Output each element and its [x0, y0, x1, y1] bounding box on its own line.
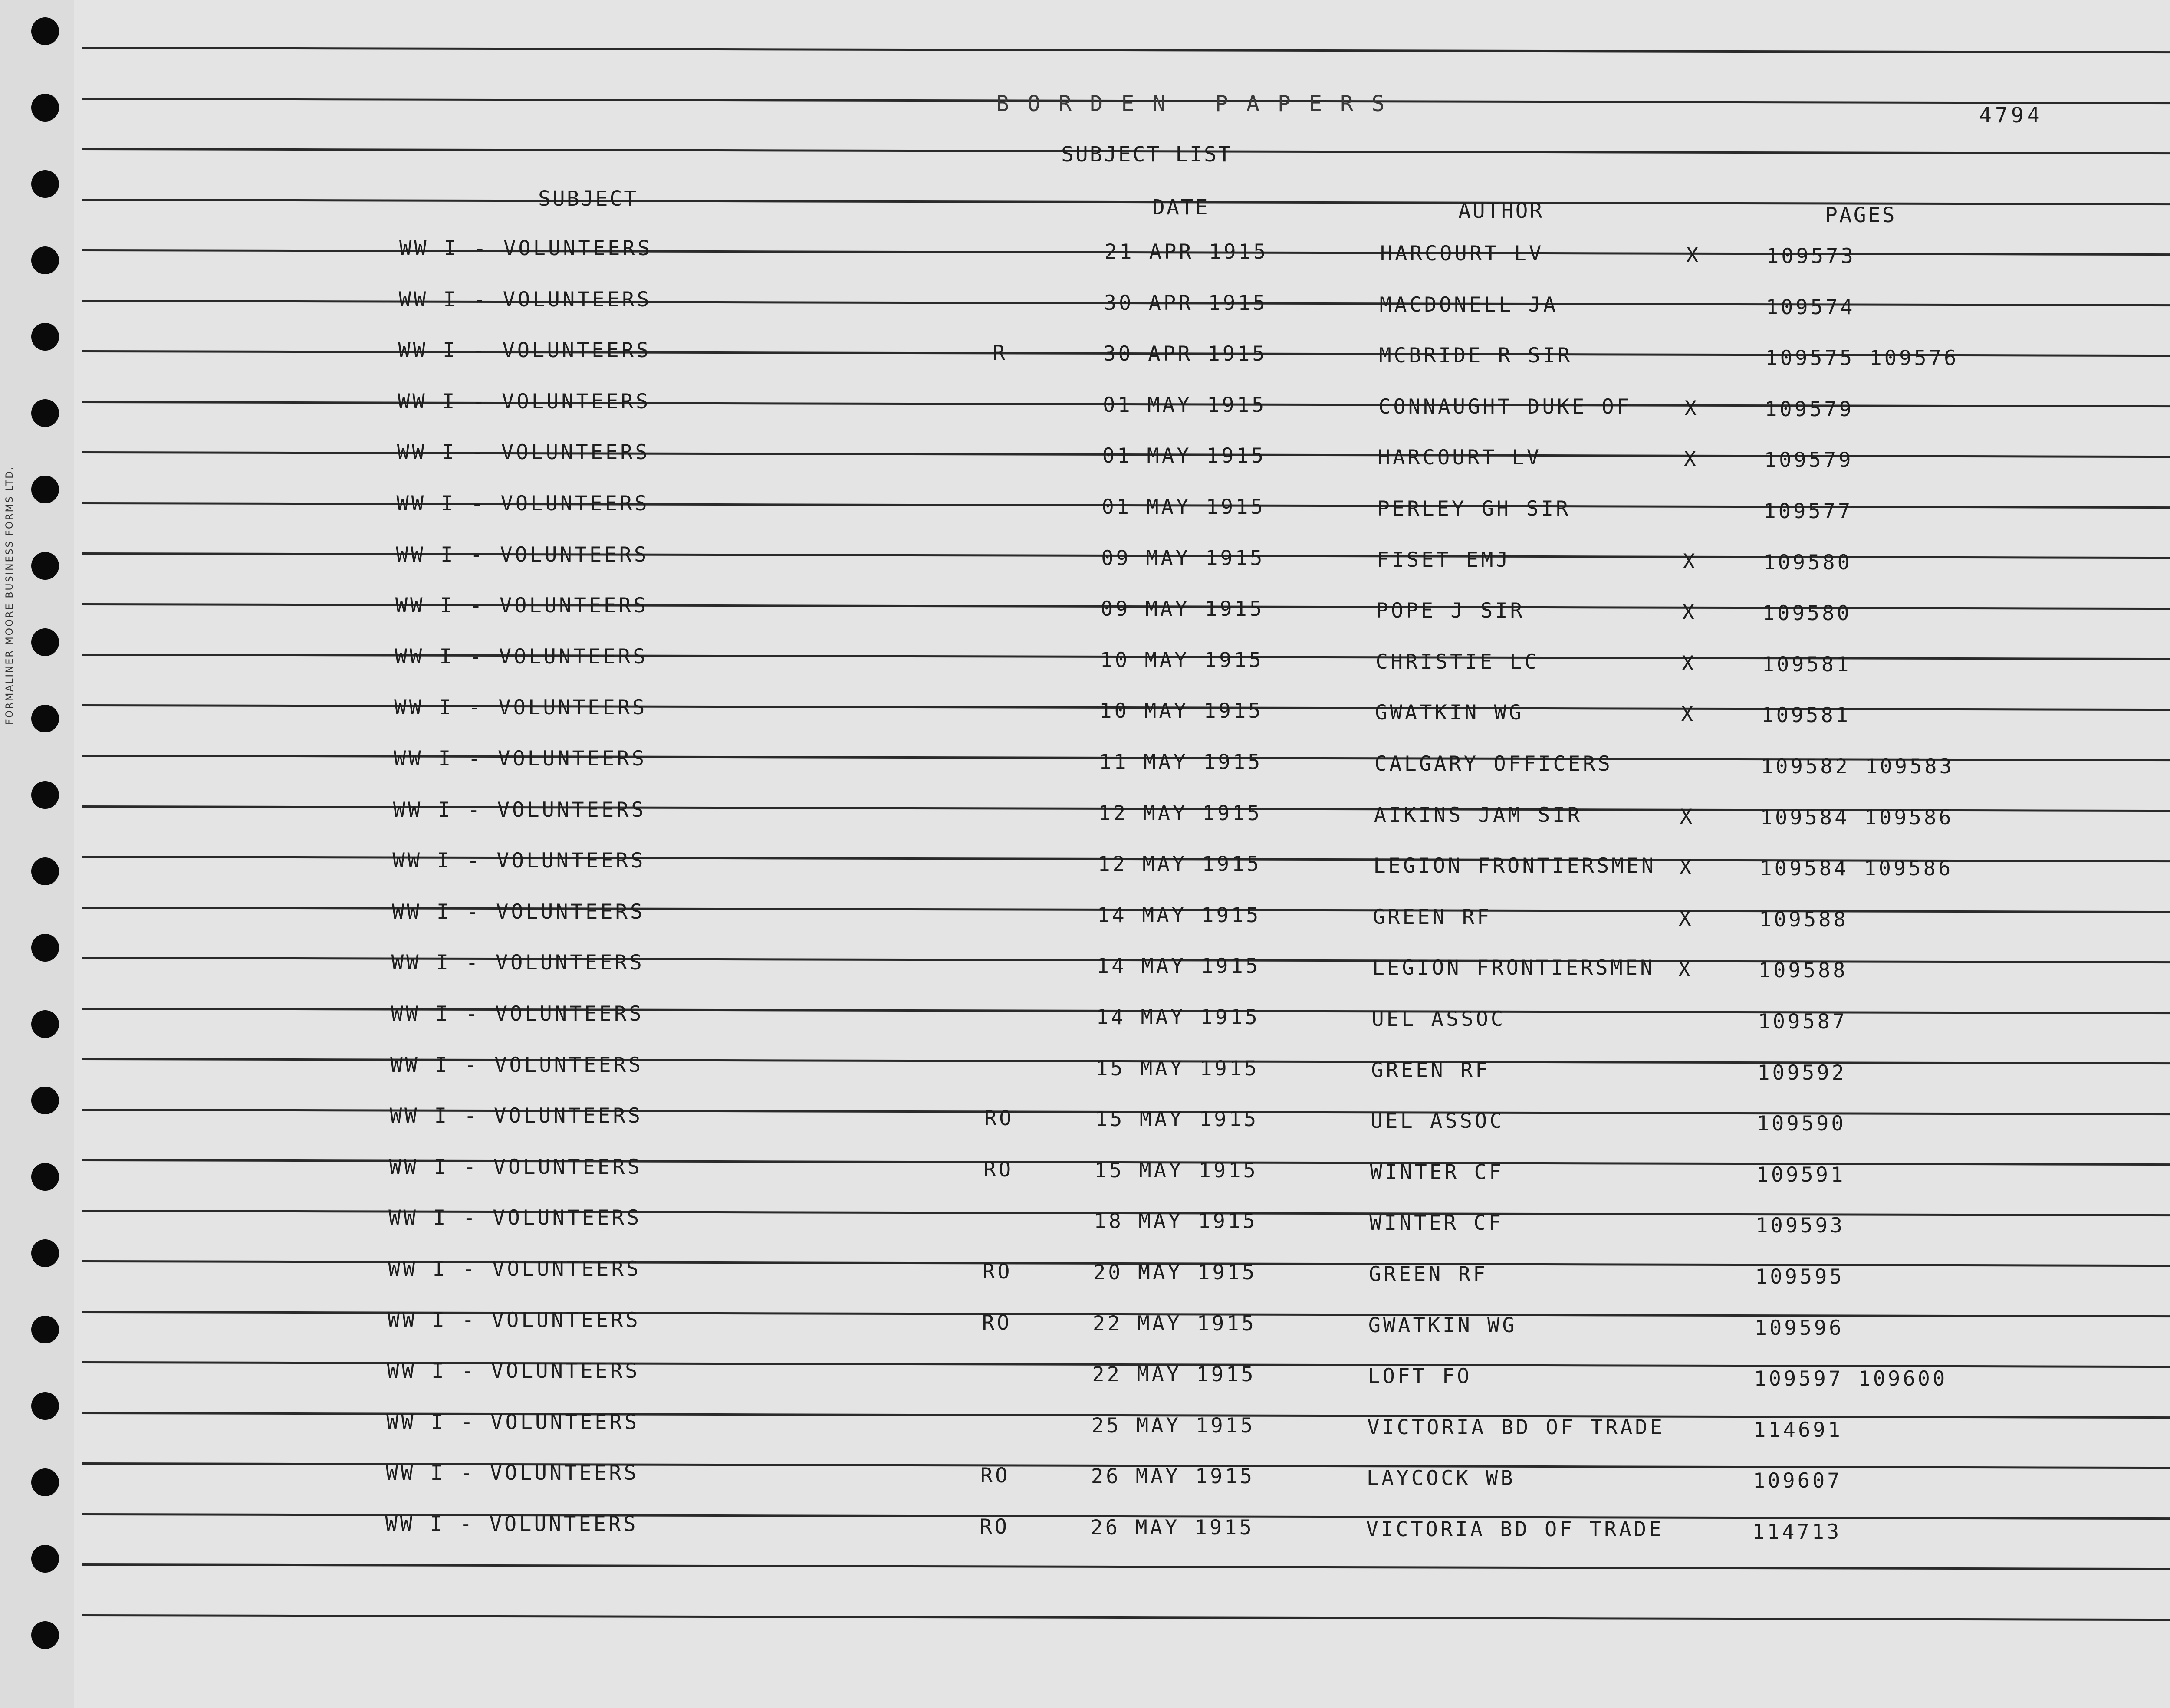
- pages-cell: 109573: [1766, 244, 1856, 268]
- document-subtitle: SUBJECT LIST: [1061, 142, 1233, 167]
- author-cell: PERLEY GH SIR: [1377, 497, 1571, 521]
- x-mark-cell: X: [1679, 907, 1694, 931]
- ruled-line: [82, 47, 2170, 53]
- subject-cell: WW I - VOLUNTEERS: [387, 1308, 641, 1332]
- sprocket-hole: [31, 1163, 59, 1191]
- column-header-subject: SUBJECT: [538, 187, 638, 211]
- sprocket-hole: [31, 1087, 59, 1114]
- author-cell: VICTORIA BD OF TRADE: [1367, 1415, 1665, 1439]
- pages-cell: 109597 109600: [1754, 1367, 1948, 1391]
- pages-cell: 109574: [1766, 295, 1855, 319]
- subject-cell: WW I - VOLUNTEERS: [397, 440, 650, 465]
- subject-cell: WW I - VOLUNTEERS: [399, 236, 653, 260]
- subject-cell: WW I - VOLUNTEERS: [388, 1257, 641, 1281]
- author-cell: GREEN RF: [1373, 905, 1492, 929]
- pages-cell: 109595: [1755, 1265, 1844, 1289]
- author-cell: CHRISTIE LC: [1375, 650, 1539, 674]
- pages-cell: 109581: [1762, 652, 1851, 677]
- x-mark-cell: X: [1678, 958, 1693, 982]
- author-cell: POPE J SIR: [1376, 599, 1525, 623]
- author-cell: LAYCOCK WB: [1366, 1466, 1516, 1491]
- pages-cell: 109580: [1762, 601, 1852, 626]
- author-cell: MACDONELL JA: [1379, 292, 1558, 317]
- pages-cell: 109581: [1761, 703, 1851, 728]
- subject-cell: WW I - VOLUNTEERS: [388, 1206, 642, 1230]
- pages-cell: 109584 109586: [1759, 857, 1953, 881]
- x-mark-cell: X: [1680, 805, 1695, 829]
- pages-cell: 109575 109576: [1765, 346, 1959, 371]
- date-cell: 15 MAY 1915: [1095, 1056, 1259, 1081]
- pages-cell: 109596: [1754, 1316, 1844, 1340]
- subject-cell: WW I - VOLUNTEERS: [387, 1359, 640, 1383]
- date-cell: 25 MAY 1915: [1092, 1413, 1256, 1438]
- subject-cell: WW I - VOLUNTEERS: [385, 1512, 638, 1536]
- author-cell: WINTER CF: [1370, 1160, 1504, 1184]
- code-cell: RO: [982, 1311, 1012, 1335]
- subject-cell: WW I - VOLUNTEERS: [398, 338, 651, 363]
- author-cell: HARCOURT LV: [1380, 242, 1544, 266]
- date-cell: 30 APR 1915: [1104, 291, 1268, 315]
- subject-cell: WW I - VOLUNTEERS: [390, 1053, 644, 1077]
- code-cell: RO: [980, 1515, 1010, 1539]
- subject-cell: WW I - VOLUNTEERS: [392, 849, 646, 873]
- sprocket-hole: [31, 1010, 59, 1038]
- sprocket-hole: [31, 170, 59, 198]
- author-cell: CONNAUGHT DUKE OF: [1378, 394, 1632, 419]
- date-cell: 14 MAY 1915: [1096, 954, 1261, 979]
- date-cell: 12 MAY 1915: [1098, 852, 1262, 877]
- sprocket-hole: [31, 94, 59, 122]
- x-mark-cell: X: [1681, 651, 1697, 676]
- sprocket-hole: [31, 857, 59, 885]
- code-cell: RO: [980, 1464, 1010, 1488]
- date-cell: 01 MAY 1915: [1102, 444, 1266, 468]
- document-title: BORDEN PAPERS: [996, 91, 1403, 116]
- sprocket-hole: [31, 1545, 59, 1573]
- pages-cell: 109592: [1757, 1061, 1847, 1085]
- pages-cell: 109582 109583: [1761, 755, 1954, 778]
- subject-cell: WW I - VOLUNTEERS: [396, 542, 649, 567]
- date-cell: 14 MAY 1915: [1096, 1005, 1260, 1029]
- author-cell: LEGION FRONTIERSMEN: [1372, 956, 1655, 980]
- subject-cell: WW I - VOLUNTEERS: [398, 389, 651, 414]
- pages-cell: 109588: [1758, 959, 1848, 983]
- date-cell: 10 MAY 1915: [1099, 699, 1263, 723]
- author-cell: GWATKIN WG: [1368, 1313, 1517, 1337]
- code-cell: RO: [984, 1107, 1014, 1131]
- sprocket-hole: [31, 1239, 59, 1267]
- author-cell: FISET EMJ: [1377, 548, 1511, 572]
- date-cell: 20 MAY 1915: [1093, 1261, 1257, 1284]
- subject-cell: WW I - VOLUNTEERS: [395, 594, 648, 618]
- pages-cell: 109579: [1764, 448, 1854, 473]
- date-cell: 11 MAY 1915: [1099, 750, 1263, 774]
- author-cell: HARCOURT LV: [1378, 446, 1542, 470]
- date-cell: 22 MAY 1915: [1092, 1311, 1256, 1336]
- sprocket-hole: [31, 476, 59, 503]
- pages-cell: 109577: [1763, 499, 1853, 523]
- author-cell: AIKINS JAM SIR: [1374, 803, 1582, 827]
- page-number: 4794: [1979, 103, 2043, 128]
- subject-cell: WW I - VOLUNTEERS: [394, 747, 647, 771]
- date-cell: 15 MAY 1915: [1095, 1107, 1259, 1132]
- subject-cell: WW I - VOLUNTEERS: [389, 1104, 643, 1128]
- column-header-date: DATE: [1152, 195, 1210, 220]
- sprocket-hole: [31, 1316, 59, 1343]
- pages-cell: 109580: [1763, 550, 1852, 575]
- date-cell: 30 APR 1915: [1103, 342, 1267, 366]
- x-mark-cell: X: [1682, 601, 1697, 625]
- pages-cell: 109588: [1759, 907, 1848, 932]
- author-cell: UEL ASSOC: [1371, 1007, 1506, 1031]
- subject-cell: WW I - VOLUNTEERS: [391, 951, 644, 975]
- subject-cell: WW I - VOLUNTEERS: [389, 1155, 642, 1179]
- date-cell: 12 MAY 1915: [1098, 801, 1262, 825]
- subject-cell: WW I - VOLUNTEERS: [385, 1461, 639, 1485]
- pages-cell: 109587: [1758, 1010, 1848, 1034]
- sprocket-hole: [31, 1621, 59, 1649]
- subject-cell: WW I - VOLUNTEERS: [393, 798, 646, 822]
- date-cell: 09 MAY 1915: [1100, 597, 1265, 621]
- author-cell: WINTER CF: [1369, 1211, 1503, 1235]
- sprocket-hole: [31, 552, 59, 580]
- code-cell: R: [993, 341, 1008, 365]
- pages-cell: 109590: [1756, 1112, 1846, 1136]
- author-cell: UEL ASSOC: [1370, 1109, 1505, 1133]
- pages-cell: 109579: [1765, 397, 1854, 421]
- sprocket-hole: [31, 1468, 59, 1496]
- x-mark-cell: X: [1681, 703, 1696, 727]
- pages-cell: 109593: [1756, 1214, 1845, 1238]
- form-imprint: FORMALINER MOORE BUSINESS FORMS LTD.: [4, 465, 15, 725]
- subject-cell: WW I - VOLUNTEERS: [391, 1002, 644, 1026]
- x-mark-cell: X: [1686, 243, 1701, 267]
- author-cell: LOFT FO: [1368, 1364, 1472, 1389]
- author-cell: GWATKIN WG: [1375, 701, 1524, 725]
- x-mark-cell: X: [1679, 856, 1694, 880]
- sprocket-hole: [31, 781, 59, 809]
- sprocket-hole: [31, 705, 59, 732]
- subject-cell: WW I - VOLUNTEERS: [392, 900, 645, 924]
- subject-cell: WW I - VOLUNTEERS: [386, 1410, 640, 1434]
- date-cell: 22 MAY 1915: [1092, 1363, 1256, 1387]
- date-cell: 18 MAY 1915: [1094, 1209, 1258, 1234]
- column-header-author: AUTHOR: [1458, 199, 1544, 223]
- pages-cell: 109584 109586: [1760, 805, 1954, 830]
- date-cell: 15 MAY 1915: [1094, 1158, 1258, 1182]
- date-cell: 26 MAY 1915: [1091, 1465, 1255, 1489]
- ruled-line: [82, 1563, 2170, 1570]
- author-cell: VICTORIA BD OF TRADE: [1366, 1517, 1664, 1541]
- sprocket-hole: [31, 628, 59, 656]
- author-cell: GREEN RF: [1371, 1058, 1490, 1082]
- sprocket-hole: [31, 399, 59, 427]
- subject-cell: WW I - VOLUNTEERS: [394, 696, 648, 720]
- column-header-pages: PAGES: [1825, 203, 1897, 227]
- x-mark-cell: X: [1683, 447, 1699, 472]
- date-cell: 21 APR 1915: [1105, 240, 1269, 264]
- pages-cell: 114691: [1753, 1418, 1843, 1442]
- x-mark-cell: X: [1684, 396, 1700, 420]
- sprocket-hole: [31, 323, 59, 351]
- date-cell: 09 MAY 1915: [1101, 546, 1265, 570]
- sprocket-hole: [31, 1392, 59, 1420]
- code-cell: RO: [983, 1260, 1013, 1284]
- date-cell: 01 MAY 1915: [1101, 495, 1266, 519]
- code-cell: RO: [983, 1157, 1014, 1182]
- x-mark-cell: X: [1683, 549, 1698, 574]
- author-cell: MCBRIDE R SIR: [1379, 344, 1573, 368]
- author-cell: LEGION FRONTIERSMEN: [1373, 854, 1657, 878]
- date-cell: 01 MAY 1915: [1103, 393, 1267, 417]
- sprocket-hole: [31, 246, 59, 274]
- ruled-line: [82, 1614, 2170, 1621]
- sprocket-hole: [31, 934, 59, 962]
- pages-cell: 114713: [1752, 1520, 1842, 1544]
- author-cell: CALGARY OFFICERS: [1374, 752, 1613, 776]
- date-cell: 14 MAY 1915: [1097, 903, 1261, 927]
- sprocket-hole: [31, 17, 59, 45]
- subject-cell: WW I - VOLUNTEERS: [395, 644, 648, 669]
- subject-cell: WW I - VOLUNTEERS: [398, 287, 652, 312]
- subject-cell: WW I - VOLUNTEERS: [396, 492, 650, 516]
- date-cell: 26 MAY 1915: [1090, 1516, 1254, 1540]
- author-cell: GREEN RF: [1369, 1262, 1488, 1286]
- pages-cell: 109591: [1756, 1163, 1846, 1187]
- pages-cell: 109607: [1752, 1469, 1842, 1493]
- date-cell: 10 MAY 1915: [1100, 648, 1264, 672]
